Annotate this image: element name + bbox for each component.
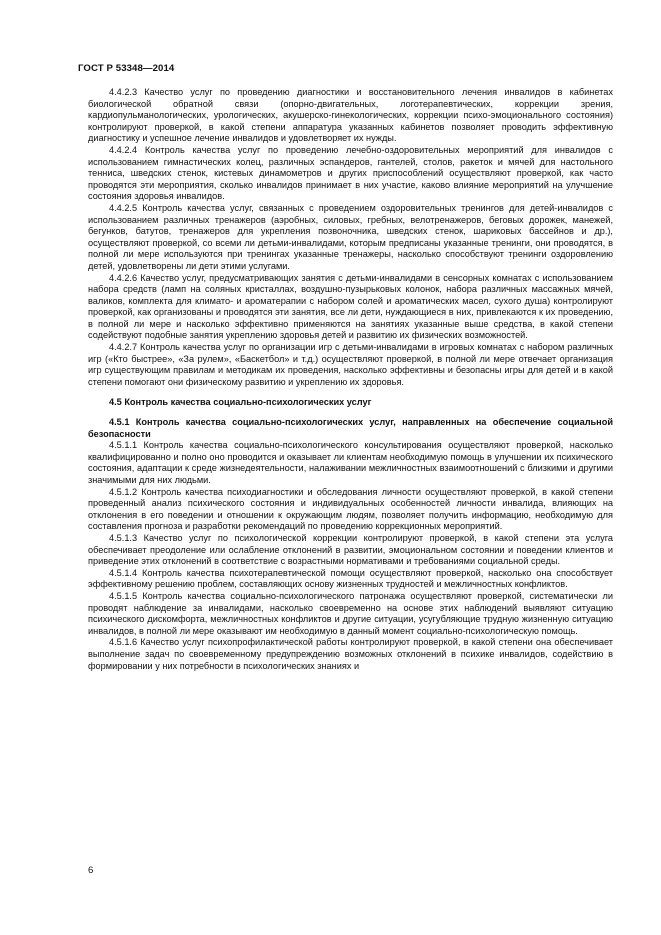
paragraph-4-4-2-6: 4.4.2.6 Качество услуг, предусматривающих занятия с детьми-инвалидами в сенсорных комнатах с использованием набора средств (ламп на соляных кристаллах, воздушно-пузырьковых колонок, набора различных массажных мячей, валиков, комплекта для климато- и ароматерапии с набором солей и ароматических масел, сухого душа) контролируют проверкой, как организованы и проводятся эти занятия, все ли дети, нуждающиеся в них, привлекаются к их проведению, в полной ли мере и насколько эффективно применяются на занятиях указанные выше средства, в какой степени содействуют подобные занятия укреплению здоровья детей и развитию их физических возможностей. [88, 272, 613, 341]
section-heading-4-5: 4.5 Контроль качества социально-психологических услуг [109, 397, 372, 408]
paragraph-4-4-2-7: 4.4.2.7 Контроль качества услуг по организации игр с детьми-инвалидами в игровых комнатах с набором различных игр («Кто быстрее», «За рулем», «Баскетбол» и т.д.) осуществляют проверкой, в полной ли мере отвечает организация игр существующим правилам и методикам их проведения, насколько эффективны и безопасны игры для детей и в какой степени помогают они физическому развитию и укреплению их здоровья. [88, 342, 613, 387]
paragraph-4-5-1-5: 4.5.1.5 Контроль качества социально-психологического патронажа осуществляют проверкой, систематически ли проводят наблюдение за инвалидами, насколько своевременно на основе этих наблюдений выявляют ситуацию психического дискомфорта, межличностных конфликтов и другие ситуации, усугубляющие трудную жизненную ситуацию инвалидов, в полной ли мере оказывают им необходимую в данный момент социально-психологическую помощь. [88, 590, 613, 636]
paragraph-4-5-1-3: 4.5.1.3 Качество услуг по психологической коррекции контролируют проверкой, в какой степени эта услуга обеспечивает преодоление или ослабление отклонений в развитии, эмоциональном состоянии и поведении клиентов и приведение этих отклонений в соответствие с возрастными нормативами и требованиями социальной среды. [88, 532, 613, 567]
document-body [88, 87, 613, 672]
paragraph-4-4-2-5: 4.4.2.5 Контроль качества услуг, связанных с проведением оздоровительных тренингов для детей-инвалидов с использованием различных тренажеров (аэробных, силовых, гребных, велотренажеров, беговых дорожек, манежей, бегунков, батутов, тренажеров для укрепления позвоночника, шведских стенок, шариковых бассейнов и др.), осуществляют проверкой, со всеми ли детьми-инвалидами, которым предписаны указанные тренинги, они проводятся, в полной ли мере используются при тренингах указанные тренажеры, насколько способствуют тренинги оздоровлению детей, удовлетворены ли дети этими услугами. [88, 202, 613, 271]
document-header: ГОСТ Р 53348—2014 [78, 63, 175, 74]
paragraph-4-4-2-3: 4.4.2.3 Качество услуг по проведению диагностики и восстановительного лечения инвалидов в кабинетах биологической обратной связи (опорно-двигательных, логотерапевтических, коррекции зрения, кардиопульманологических, урологических, акушерско-гинекологических, коррекции психо-эмоционального состояния) контролируют проверкой, в какой степени аппаратура указанных кабинетов позволяет проводить эффективную диагностику и успешное лечение инвалидов и удовлетворяет их нужды. [88, 87, 613, 144]
page-number: 6 [88, 865, 94, 876]
subsection-heading-4-5-1: 4.5.1 Контроль качества социально-психологических услуг, направленных на обеспечение социальной безопасности [88, 417, 613, 439]
paragraph-4-5-1-2: 4.5.1.2 Контроль качества психодиагностики и обследования личности осуществляют проверкой, в какой степени проведенный анализ психического состояния и индивидуальных особенностей личности инвалида, влияющих на отклонения в его поведении и отношении к окружающим людям, позволяет получить информацию, необходимую для составления прогноза и разработки рекомендаций по проведению коррекционных мероприятий. [88, 486, 613, 532]
paragraph-4-4-2-4: 4.4.2.4 Контроль качества услуг по проведению лечебно-оздоровительных мероприятий для инвалидов с использованием гимнастических колец, различных эспандеров, гантелей, столов, ракеток и мячей для настольного тенниса, шведских стенок, кистевых динамометров и других приспособлений осуществляют проверкой, как часто проводятся эти мероприятия, сколько инвалидов принимает в них участие, каково влияние мероприятий на улучшение состояния здоровья инвалидов. [88, 144, 613, 202]
paragraph-4-5-1-1: 4.5.1.1 Контроль качества социально-психологического консультирования осуществляют проверкой, насколько квалифицированно и полно оно проводится и оказывает ли клиентам необходимую помощь в улучшении их психического состояния, адаптации к среде жизнедеятельности, налаживании межличностных взаимоотношений с близкими и другими значимыми для них людьми. [88, 440, 613, 485]
paragraph-4-5-1-6: 4.5.1.6 Качество услуг психопрофилактической работы контролируют проверкой, в какой степени она обеспечивает выполнение задач по своевременному предупреждению возможных отклонений в психике инвалидов, содействию в формировании у них потребности в психологических знаниях и [88, 637, 613, 671]
paragraph-4-5-1-4: 4.5.1.4 Контроль качества психотерапевтической помощи осуществляют проверкой, насколько она способствует эффективному решению проблем, составляющих основу жизненных трудностей и межличностных конфликтов. [88, 567, 613, 590]
